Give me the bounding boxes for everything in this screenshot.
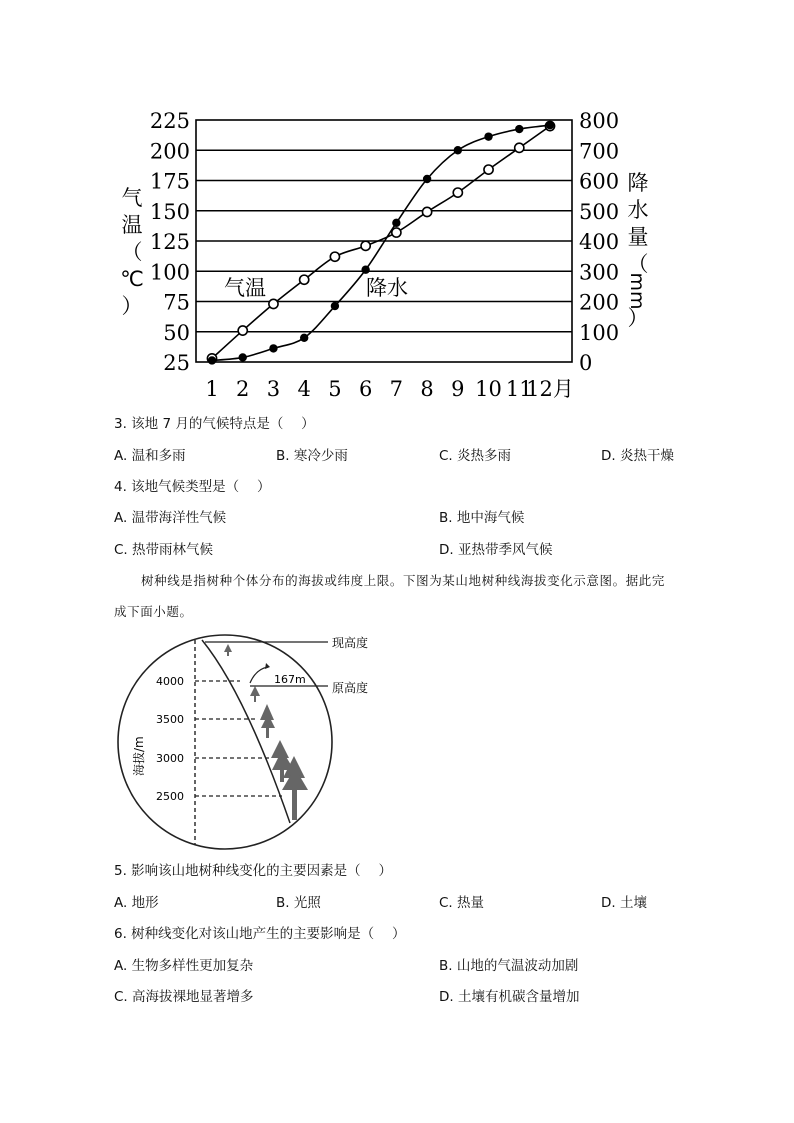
right-axis-label-char: 降 (627, 171, 649, 195)
right-tick-label: 600 (579, 169, 620, 194)
left-tick-label: 200 (149, 139, 190, 164)
q5-option-c[interactable]: C. 热量 (439, 895, 485, 911)
q5-option-d[interactable]: D. 土壤 (601, 895, 647, 911)
original-height-label: 原高度 (332, 681, 369, 695)
temperature-point (484, 165, 493, 174)
x-tick-label: 9 (451, 377, 465, 401)
q5-option-b[interactable]: B. 光照 (276, 895, 321, 911)
left-tick-label: 150 (149, 199, 190, 224)
treeline-diagram (110, 628, 400, 858)
precipitation-point (392, 219, 400, 227)
chart-axis-labels (120, 171, 648, 330)
precipitation-line (212, 125, 550, 360)
tick-2500: 2500 (156, 790, 184, 803)
left-tick-label: 50 (163, 320, 190, 345)
right-axis-label-char: 量 (627, 225, 649, 249)
precipitation-point (546, 121, 554, 129)
right-tick-label: 400 (579, 230, 620, 254)
precipitation-point (423, 175, 431, 183)
left-axis-label-char: ℃ (120, 267, 144, 291)
x-tick-label: 3 (266, 377, 281, 401)
temperature-point (269, 299, 278, 308)
x-tick-label: 8 (420, 377, 434, 401)
left-tick-label: 225 (149, 109, 190, 133)
current-height-label: 现高度 (332, 636, 369, 650)
precip-annotation: 降水 (366, 276, 408, 300)
q6-option-c[interactable]: C. 高海拔裸地显著增多 (114, 989, 254, 1005)
precipitation-point (269, 344, 277, 352)
x-tick-label: 10 (475, 377, 502, 401)
q3-option-d[interactable]: D. 炎热干燥 (601, 448, 674, 464)
x-tick-label: 2 (236, 377, 250, 401)
temperature-point (515, 143, 524, 152)
q3-option-c[interactable]: C. 炎热多雨 (439, 448, 512, 464)
temperature-point (330, 252, 339, 261)
climate-chart (0, 100, 794, 410)
right-axis-label-char: （ (627, 252, 649, 276)
temperature-point (300, 275, 309, 284)
chart-ticks (150, 109, 619, 401)
right-tick-label: 700 (579, 139, 620, 164)
precipitation-point (208, 356, 216, 364)
left-axis-label-char: ） (121, 294, 143, 318)
chart-series (207, 121, 554, 365)
q4-option-d[interactable]: D. 亚热带季风气候 (439, 542, 553, 558)
temp-annotation: 气温 (224, 276, 266, 300)
q4-option-c[interactable]: C. 热带雨林气候 (114, 542, 214, 558)
temperature-point (453, 188, 462, 197)
left-tick-label: 175 (149, 169, 190, 194)
x-tick-label: 6 (358, 377, 373, 401)
temperature-point (392, 228, 401, 237)
passage-line-1: 树种线是指树种个体分布的海拔或纬度上限。下图为某山地树种线海拔变化示意图。据此完 (141, 573, 666, 588)
left-axis-label-char: 温 (121, 213, 143, 237)
q3-option-a[interactable]: A. 温和多雨 (114, 448, 186, 464)
precipitation-point (361, 266, 369, 274)
change-label: 167m (274, 673, 306, 686)
q6-option-a[interactable]: A. 生物多样性更加复杂 (114, 958, 254, 974)
tick-4000: 4000 (156, 675, 184, 688)
right-axis-label-char: 水 (627, 198, 649, 222)
precipitation-point (515, 125, 523, 133)
x-tick-label: 1 (205, 377, 219, 401)
arrow-head-icon (265, 663, 270, 669)
left-axis-label-char: 气 (121, 186, 143, 210)
left-tick-label: 125 (149, 230, 190, 254)
q4-stem: 4. 该地气候类型是（ ） (114, 479, 271, 495)
precipitation-point (239, 353, 247, 361)
right-tick-label: 800 (579, 109, 620, 133)
left-axis-label-char: （ (121, 240, 143, 264)
tick-3500: 3500 (156, 713, 184, 726)
x-tick-label: 12月 (526, 377, 574, 401)
q6-stem: 6. 树种线变化对该山地产生的主要影响是（ ） (114, 926, 406, 942)
q3-option-b[interactable]: B. 寒冷少雨 (276, 448, 348, 464)
precipitation-point (484, 132, 492, 140)
precipitation-point (300, 334, 308, 342)
q4-option-a[interactable]: A. 温带海洋性气候 (114, 510, 227, 526)
q6-option-d[interactable]: D. 土壤有机碳含量增加 (439, 989, 580, 1005)
temperature-line (212, 126, 550, 358)
x-tick-label: 5 (328, 377, 342, 401)
tick-3000: 3000 (156, 752, 184, 765)
tree-icon (224, 644, 308, 820)
left-tick-label: 25 (163, 351, 190, 375)
altitude-axis-label: 海拔/m (132, 736, 146, 776)
right-tick-label: 100 (579, 320, 620, 345)
temperature-point (422, 207, 431, 216)
q4-option-b[interactable]: B. 地中海气候 (439, 510, 525, 526)
arrow-icon (250, 667, 268, 683)
q5-option-a[interactable]: A. 地形 (114, 895, 159, 911)
right-tick-label: 300 (579, 260, 620, 285)
x-tick-label: 7 (389, 377, 404, 401)
left-tick-label: 75 (163, 290, 190, 315)
precipitation-point (331, 302, 339, 310)
q5-stem: 5. 影响该山地树种线变化的主要因素是（ ） (114, 863, 392, 879)
temperature-point (361, 241, 370, 250)
right-tick-label: 500 (579, 199, 620, 224)
right-axis-label-char: ） (627, 306, 649, 330)
q3-stem: 3. 该地 7 月的气候特点是（ ） (114, 416, 315, 432)
x-tick-label: 11 (505, 377, 533, 401)
passage-line-2: 成下面小题。 (114, 604, 193, 619)
right-tick-label: 200 (579, 290, 620, 315)
left-tick-label: 100 (149, 260, 190, 285)
right-tick-label: 0 (579, 351, 593, 375)
x-tick-label: 4 (297, 377, 311, 401)
precipitation-point (454, 146, 462, 154)
right-axis-label-char: mm (626, 272, 648, 310)
temperature-point (238, 326, 247, 335)
diagram-circle (118, 635, 332, 849)
q6-option-b[interactable]: B. 山地的气温波动加剧 (439, 958, 579, 974)
